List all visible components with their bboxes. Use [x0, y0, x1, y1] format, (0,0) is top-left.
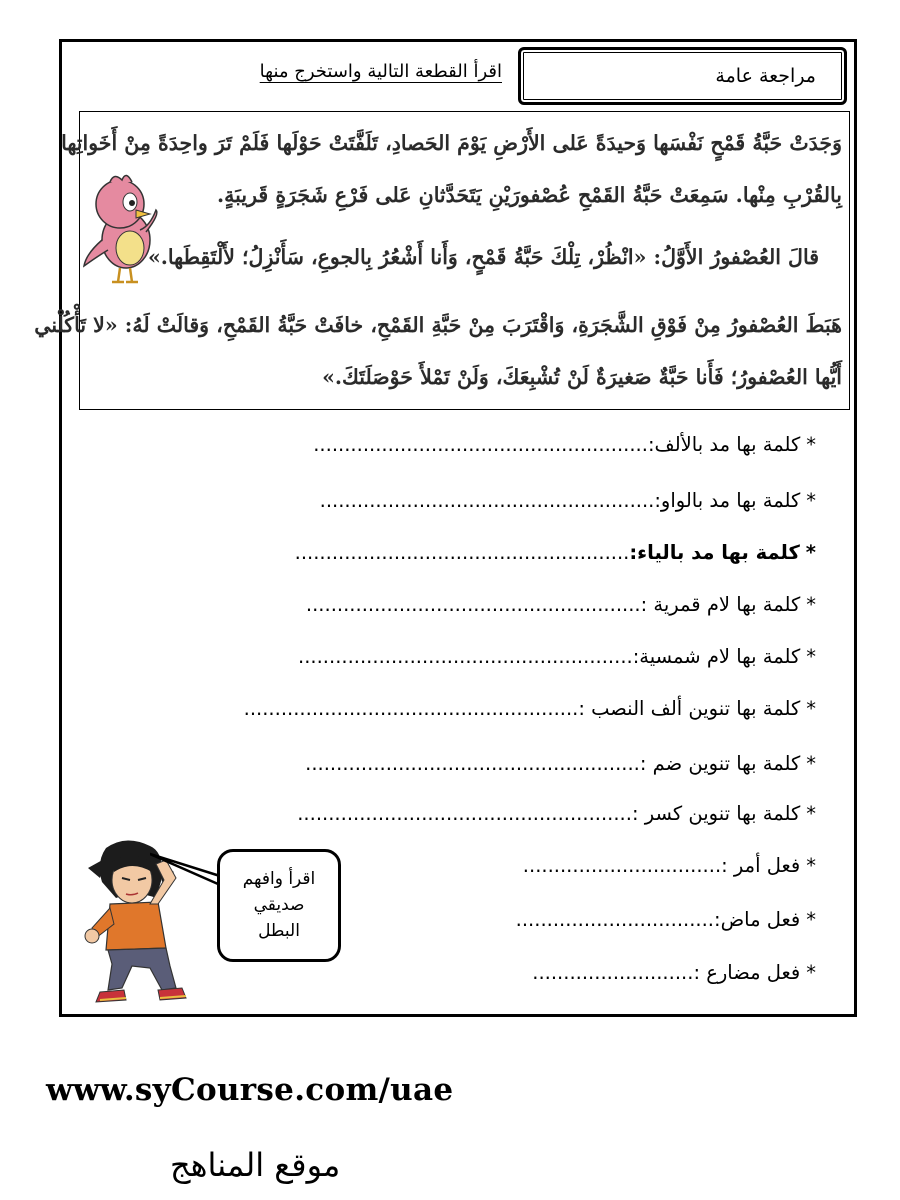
bullet-star: *	[806, 489, 816, 512]
answer-blank[interactable]: ......................................................	[305, 593, 641, 616]
bullet-star: *	[806, 645, 816, 668]
speech-bubble	[217, 849, 341, 962]
question-label: كلمة بها لام شمسية:	[632, 645, 801, 668]
question-label: كلمة بها لام قمرية :	[640, 593, 801, 616]
speech-bubble-text	[220, 866, 338, 944]
question-label: كلمة بها تنوين كسر :	[631, 802, 801, 825]
bubble-line: البطل	[258, 921, 300, 941]
question-label: كلمة بها مد بالواو:	[654, 489, 801, 512]
question-row	[298, 645, 816, 668]
question-label: فعل مضارع :	[693, 961, 801, 984]
answer-blank[interactable]: ......................................................	[294, 541, 630, 564]
bullet-star: *	[805, 541, 816, 564]
bullet-star: *	[806, 752, 816, 775]
instruction-text: اقرأ القطعة التالية واستخرج منها	[259, 61, 502, 82]
bullet-star: *	[806, 961, 816, 984]
footer-url[interactable]: www.syCourse.com/uae	[46, 1072, 454, 1108]
question-row	[313, 433, 816, 456]
bubble-line: صديقي	[253, 895, 305, 915]
question-label: كلمة بها مد بالألف:	[647, 433, 801, 456]
bullet-star: *	[806, 854, 816, 877]
question-label: فعل أمر :	[721, 854, 801, 877]
answer-blank[interactable]: ......................................................	[243, 697, 579, 720]
bubble-line: اقرأ وافهم	[242, 869, 316, 889]
bullet-star: *	[806, 697, 816, 720]
question-row	[523, 854, 816, 877]
passage-line: أَيُّها العُصْفورُ؛ فَأَنا حَبَّةٌ صَغيرَةٌ لَنْ تُشْبِعَكَ، وَلَنْ تَمْلأَ حَوْصَلَتَكَ.»	[322, 365, 842, 389]
answer-blank[interactable]: ......................................................	[297, 802, 632, 825]
answer-blank[interactable]: ......................................................	[313, 433, 648, 456]
question-row	[295, 541, 816, 564]
passage-line: قالَ العُصْفورُ الأَوَّلُ: «انْظُرْ، تِلْكَ حَبَّةُ قَمْحٍ، وَأَنا أَشْعُرُ بِالجوعِ، سَأَنْزِلُ؛ لأَلْتَقِطَها.»	[147, 245, 819, 269]
question-row	[305, 752, 816, 775]
question-label: فعل ماض:	[714, 908, 801, 931]
question-label: كلمة بها مد بالياء:	[629, 541, 800, 564]
title-box	[518, 47, 847, 105]
question-row	[532, 961, 816, 984]
answer-blank[interactable]: ................................	[522, 854, 722, 877]
question-label: كلمة بها تنوين ألف النصب :	[578, 697, 801, 720]
answer-blank[interactable]: ......................................................	[298, 645, 633, 668]
footer-site-name: موقع المناهج	[170, 1146, 341, 1184]
answer-blank[interactable]: ......................................................	[305, 752, 640, 775]
passage-line: بِالقُرْبِ مِنْها. سَمِعَتْ حَبَّةُ القَمْحِ عُصْفورَيْنِ يَتَحَدَّثانِ عَلى فَرْعِ شَجَرَةٍ قَريبَةٍ.	[217, 183, 842, 207]
bullet-star: *	[806, 593, 816, 616]
passage-line: هَبَطَ العُصْفورُ مِنْ فَوْقِ الشَّجَرَةِ، وَاقْتَرَبَ مِنْ حَبَّةِ القَمْحِ، خافَتْ حَبَّةُ القَمْحِ، وَقالَتْ لَهُ: «لا تَأْكُلْني	[34, 313, 842, 337]
answer-blank[interactable]: ................................	[515, 908, 715, 931]
question-row	[516, 908, 816, 931]
bird-illustration	[80, 170, 162, 288]
question-row	[244, 697, 816, 720]
bullet-star: *	[806, 433, 816, 456]
passage-line: وَجَدَتْ حَبَّةُ قَمْحٍ نَفْسَها وَحيدَةً عَلى الأَرْضِ يَوْمَ الحَصادِ، تَلَفَّتَتْ حَوْلَها فَلَمْ تَرَ واحِدَةً مِنْ أَخَواتِها	[61, 131, 842, 155]
page-title: مراجعة عامة	[715, 65, 816, 87]
bullet-star: *	[806, 802, 816, 825]
question-row	[320, 489, 816, 512]
question-label: كلمة بها تنوين ضم :	[639, 752, 801, 775]
question-row	[306, 593, 816, 616]
question-row	[297, 802, 816, 825]
answer-blank[interactable]: ..........................	[532, 961, 694, 984]
answer-blank[interactable]: ......................................................	[319, 489, 655, 512]
bullet-star: *	[806, 908, 816, 931]
